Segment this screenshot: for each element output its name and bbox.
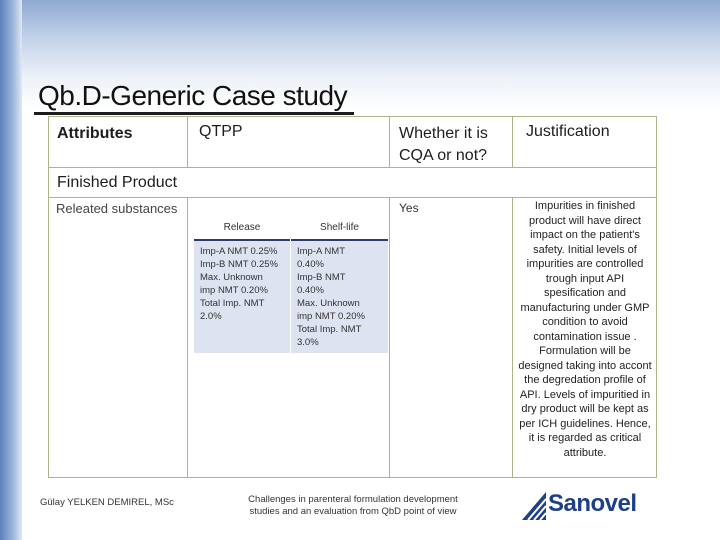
col-divider-3-body [512, 197, 513, 477]
title-underline [34, 112, 354, 115]
shelf-line: Imp-B NMT [297, 272, 346, 283]
footer-author: Gülay YELKEN DEMIREL, MSc [40, 497, 174, 508]
col-divider-2 [389, 117, 390, 167]
justification-text: Impurities in finished product will have direct impact on the patient's safety. Initial levels of impurities are controlled trough input API spesification and manufacturing under GMP condition to avoid contamination issue . Formulation will be designed taking into accont the degredation profile of API. Levels of impuritied in dry product will be kept as per ICH guidelines. Hence, it is regarded as critical attribute. [518, 200, 652, 459]
release-line: Imp-A NMT 0.25% [200, 246, 278, 257]
section-finished-product: Finished Product [57, 174, 178, 191]
release-line: Max. Unknown [200, 272, 263, 283]
col-divider-2-body [389, 197, 390, 477]
slide-title: Qb.D-Generic Case study [38, 80, 348, 111]
qtpp-column-separator [290, 217, 291, 353]
shelf-line: 0.40% [297, 285, 324, 296]
qtpp-release-header: Release [223, 222, 261, 233]
header-cqa: Whether it is CQA or not? [399, 125, 488, 164]
cqa-value: Yes [399, 201, 419, 215]
qtpp-shelf-life-cell [291, 241, 388, 353]
sanovel-logo [520, 488, 648, 522]
attribute-related-substances: Releated substances [56, 201, 178, 216]
release-line: imp NMT 0.20% [200, 285, 268, 296]
logo-wordmark: Sanovel [548, 490, 637, 517]
release-line: Imp-B NMT 0.25% [200, 259, 278, 270]
col-divider-1-body [187, 197, 188, 477]
header-attributes: Attributes [57, 125, 133, 142]
section-row-border [49, 197, 656, 198]
header-row-border [49, 167, 656, 168]
sanovel-logo-icon [520, 488, 548, 522]
release-line: Total Imp. NMT [200, 298, 265, 309]
shelf-line: 0.40% [297, 259, 324, 270]
qtpp-shelf-life-header: Shelf-life [320, 222, 359, 233]
shelf-line: Imp-A NMT [297, 246, 346, 257]
shelf-line: Max. Unknown [297, 298, 360, 309]
qtpp-spec-table [194, 217, 388, 353]
qtpp-release-cell [194, 241, 290, 353]
side-accent-bar [0, 0, 22, 540]
footer-caption: Challenges in parenteral formulation development studies and an evaluation from QbD point of view [248, 494, 458, 517]
col-divider-3 [512, 117, 513, 167]
header-justification: Justification [526, 123, 610, 140]
header-qtpp: QTPP [199, 123, 243, 140]
release-line: 2.0% [200, 311, 222, 322]
shelf-line: Total Imp. NMT [297, 324, 362, 335]
shelf-line: 3.0% [297, 337, 319, 348]
col-divider-1 [187, 117, 188, 167]
shelf-line: imp NMT 0.20% [297, 311, 365, 322]
